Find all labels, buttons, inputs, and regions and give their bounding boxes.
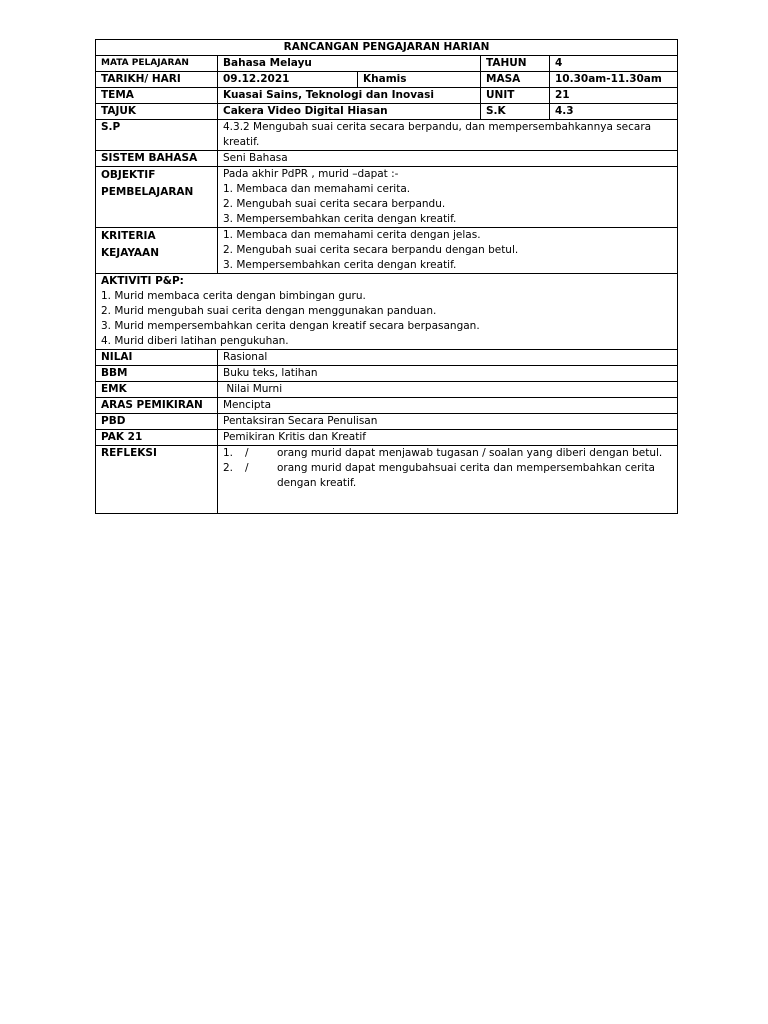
label-sp: S.P <box>96 120 218 151</box>
refleksi-number: 1. <box>223 447 234 459</box>
aktiviti-line: 3. Murid mempersembahkan cerita dengan kreatif secara berpasangan. <box>101 320 480 332</box>
objektif-line: Pada akhir PdPR , murid –dapat :- <box>223 168 399 180</box>
objektif-line: 1. Membaca dan memahami cerita. <box>223 183 411 195</box>
objektif-line: 3. Mempersembahkan cerita dengan kreatif. <box>223 213 457 225</box>
label-pbd: PBD <box>96 414 218 430</box>
value-kriteria <box>218 228 678 274</box>
sp-line: kreatif. <box>223 136 260 148</box>
label-tarikh: TARIKH/ HARI <box>96 72 218 88</box>
value-tahun: 4 <box>550 56 678 72</box>
aktiviti-line: 1. Murid membaca cerita dengan bimbingan guru. <box>101 290 366 302</box>
label-sistem-bahasa: SISTEM BAHASA <box>96 151 218 167</box>
value-sk: 4.3 <box>550 104 678 120</box>
value-nilai: Rasional <box>218 350 678 366</box>
kriteria-line: 2. Mengubah suai cerita secara berpandu dengan betul. <box>223 244 519 256</box>
value-emk: Nilai Murni <box>218 382 678 398</box>
refleksi-blank: / <box>245 462 249 474</box>
label-masa: MASA <box>481 72 550 88</box>
value-sistem-bahasa: Seni Bahasa <box>218 151 678 167</box>
label-kriteria <box>96 228 218 274</box>
label-objektif <box>96 167 218 228</box>
label-bbm: BBM <box>96 366 218 382</box>
kriteria-line: 1. Membaca dan memahami cerita dengan jelas. <box>223 229 481 241</box>
value-tema: Kuasai Sains, Teknologi dan Inovasi <box>218 88 481 104</box>
objektif-line: 2. Mengubah suai cerita secara berpandu. <box>223 198 446 210</box>
value-tarikh: 09.12.2021 <box>218 72 358 88</box>
value-masa: 10.30am-11.30am <box>550 72 678 88</box>
label-emk: EMK <box>96 382 218 398</box>
refleksi-blank: / <box>245 447 249 459</box>
objektif-label-line: PEMBELAJARAN <box>101 186 194 198</box>
label-aras-pemikiran: ARAS PEMIKIRAN <box>96 398 218 414</box>
sp-line: 4.3.2 Mengubah suai cerita secara berpandu, dan mempersembahkannya secara <box>223 121 652 133</box>
aktiviti-heading: AKTIVITI P&P: <box>101 275 184 287</box>
refleksi-text: orang murid dapat menjawab tugasan / soalan yang diberi dengan betul. <box>277 447 663 459</box>
value-objektif <box>218 167 678 228</box>
value-sp <box>218 120 678 151</box>
refleksi-item <box>223 446 672 461</box>
refleksi-text: orang murid dapat mengubahsuai cerita dan mempersembahkan cerita dengan kreatif. <box>277 462 655 489</box>
kriteria-line: 3. Mempersembahkan cerita dengan kreatif. <box>223 259 457 271</box>
label-tahun: TAHUN <box>481 56 550 72</box>
value-pbd: Pentaksiran Secara Penulisan <box>218 414 678 430</box>
label-unit: UNIT <box>481 88 550 104</box>
label-mata-pelajaran: MATA PELAJARAN <box>96 56 218 72</box>
value-pak21: Pemikiran Kritis dan Kreatif <box>218 430 678 446</box>
label-nilai: NILAI <box>96 350 218 366</box>
value-refleksi <box>218 446 678 514</box>
value-aras-pemikiran: Mencipta <box>218 398 678 414</box>
value-unit: 21 <box>550 88 678 104</box>
value-hari: Khamis <box>358 72 481 88</box>
document-title: RANCANGAN PENGAJARAN HARIAN <box>96 40 678 56</box>
kriteria-label-line: KEJAYAAN <box>101 247 159 259</box>
aktiviti-section <box>96 274 678 350</box>
label-tema: TEMA <box>96 88 218 104</box>
value-mata-pelajaran: Bahasa Melayu <box>218 56 481 72</box>
objektif-label-line: OBJEKTIF <box>101 169 156 181</box>
refleksi-number: 2. <box>223 462 234 474</box>
refleksi-item <box>223 461 672 491</box>
label-refleksi: REFLEKSI <box>96 446 218 514</box>
aktiviti-line: 4. Murid diberi latihan pengukuhan. <box>101 335 289 347</box>
kriteria-label-line: KRITERIA <box>101 230 156 242</box>
label-tajuk: TAJUK <box>96 104 218 120</box>
value-bbm: Buku teks, latihan <box>218 366 678 382</box>
lesson-plan-table <box>95 39 678 514</box>
value-tajuk: Cakera Video Digital Hiasan <box>218 104 481 120</box>
aktiviti-line: 2. Murid mengubah suai cerita dengan menggunakan panduan. <box>101 305 437 317</box>
label-sk: S.K <box>481 104 550 120</box>
label-pak21: PAK 21 <box>96 430 218 446</box>
